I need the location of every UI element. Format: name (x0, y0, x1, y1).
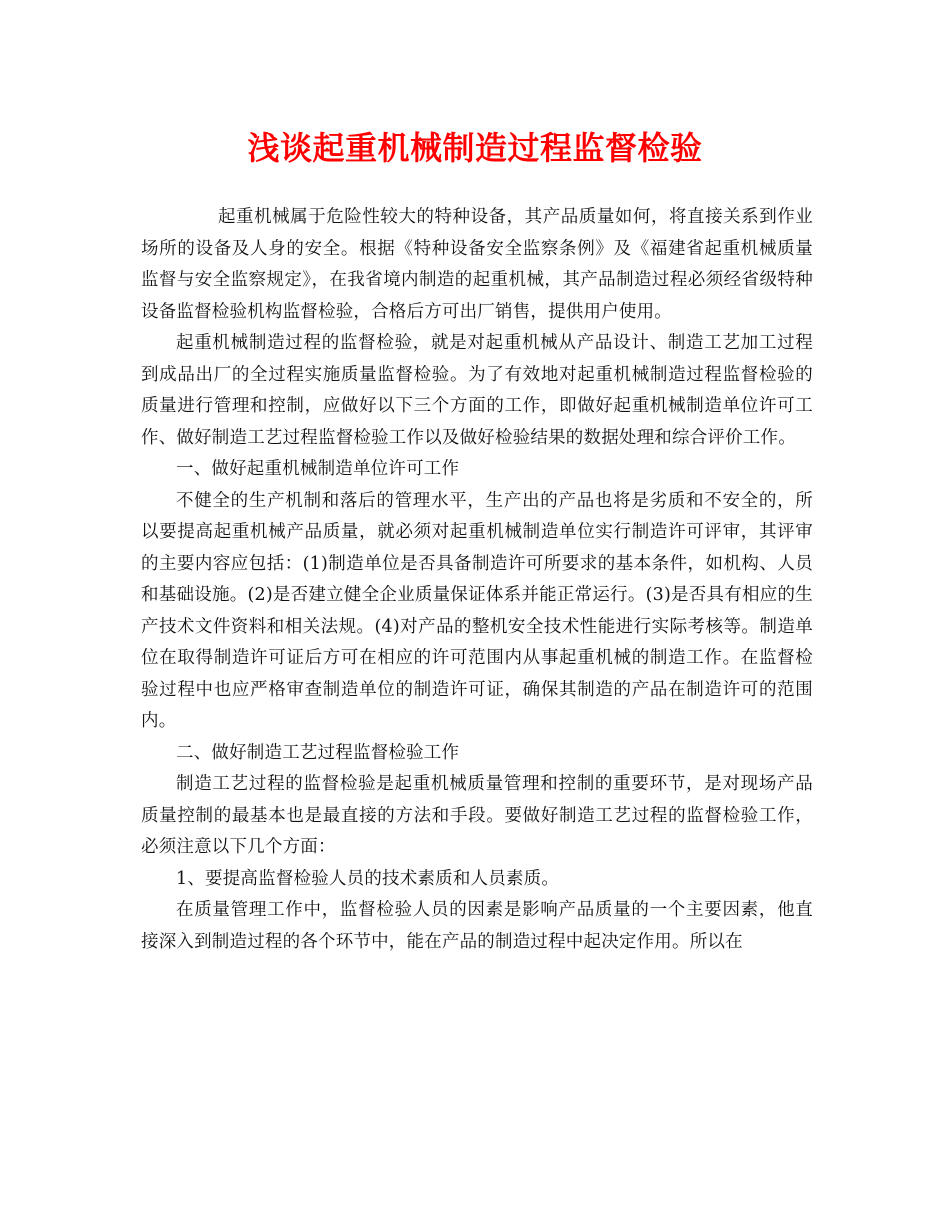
paragraph-licensing: 不健全的生产机制和落后的管理水平，生产出的产品也将是劣质和不安全的，所以要提高起重机械产品质量，就必须对起重机械制造单位实行制造许可评审，其评审的主要内容应包括：(1)制造单位是否具备制造许可所要求的基本条件，如机构、人员和基础设施。(2)是否建立健全企业质量保证体系并能正常运行。(3)是否具有相应的生产技术文件资料和相关法规。(4)对产品的整机安全技术性能进行实际考核等。制造单位在取得制造许可证后方可在相应的许可范围内从事起重机械的制造工作。在监督检验过程中也应严格审查制造单位的制造许可证，确保其制造的产品在制造许可的范围内。 (141, 490, 813, 731)
paragraph-intro: 起重机械属于危险性较大的特种设备，其产品质量如何，将直接关系到作业场所的设备及人身的安全。根据《特种设备安全监察条例》及《福建省起重机械质量监督与安全监察规定》，在我省境内制造的起重机械，其产品制造过程必须经省级特种设备监督检验机构监督检验，合格后方可出厂销售，提供用户使用。 (141, 207, 813, 322)
subsection-heading-1: 1、要提高监督检验人员的技术素质和人员素质。 (176, 868, 560, 889)
paragraph-personnel: 在质量管理工作中，监督检验人员的因素是影响产品质量的一个主要因素，他直接深入到制造过程的各个环节中，能在产品的制造过程中起决定作用。所以在 (141, 900, 813, 952)
section-heading-2: 二、做好制造工艺过程监督检验工作 (176, 742, 460, 763)
paragraph-overview: 起重机械制造过程的监督检验，就是对起重机械从产品设计、制造工艺加工过程到成品出厂的全过程实施质量监督检验。为了有效地对起重机械制造过程监督检验的质量进行管理和控制，应做好以下三个方面的工作，即做好起重机械制造单位许可工作、做好制造工艺过程监督检验工作以及做好检验结果的数据处理和综合评价工作。 (141, 333, 813, 448)
document-body (141, 202, 813, 958)
section-heading-1: 一、做好起重机械制造单位许可工作 (176, 459, 460, 479)
document-title: 浅谈起重机械制造过程监督检验 (247, 129, 703, 167)
paragraph-process-inspection: 制造工艺过程的监督检验是起重机械质量管理和控制的重要环节，是对现场产品质量控制的最基本也是最直接的方法和手段。要做好制造工艺过程的监督检验工作，必须注意以下几个方面： (141, 774, 813, 857)
